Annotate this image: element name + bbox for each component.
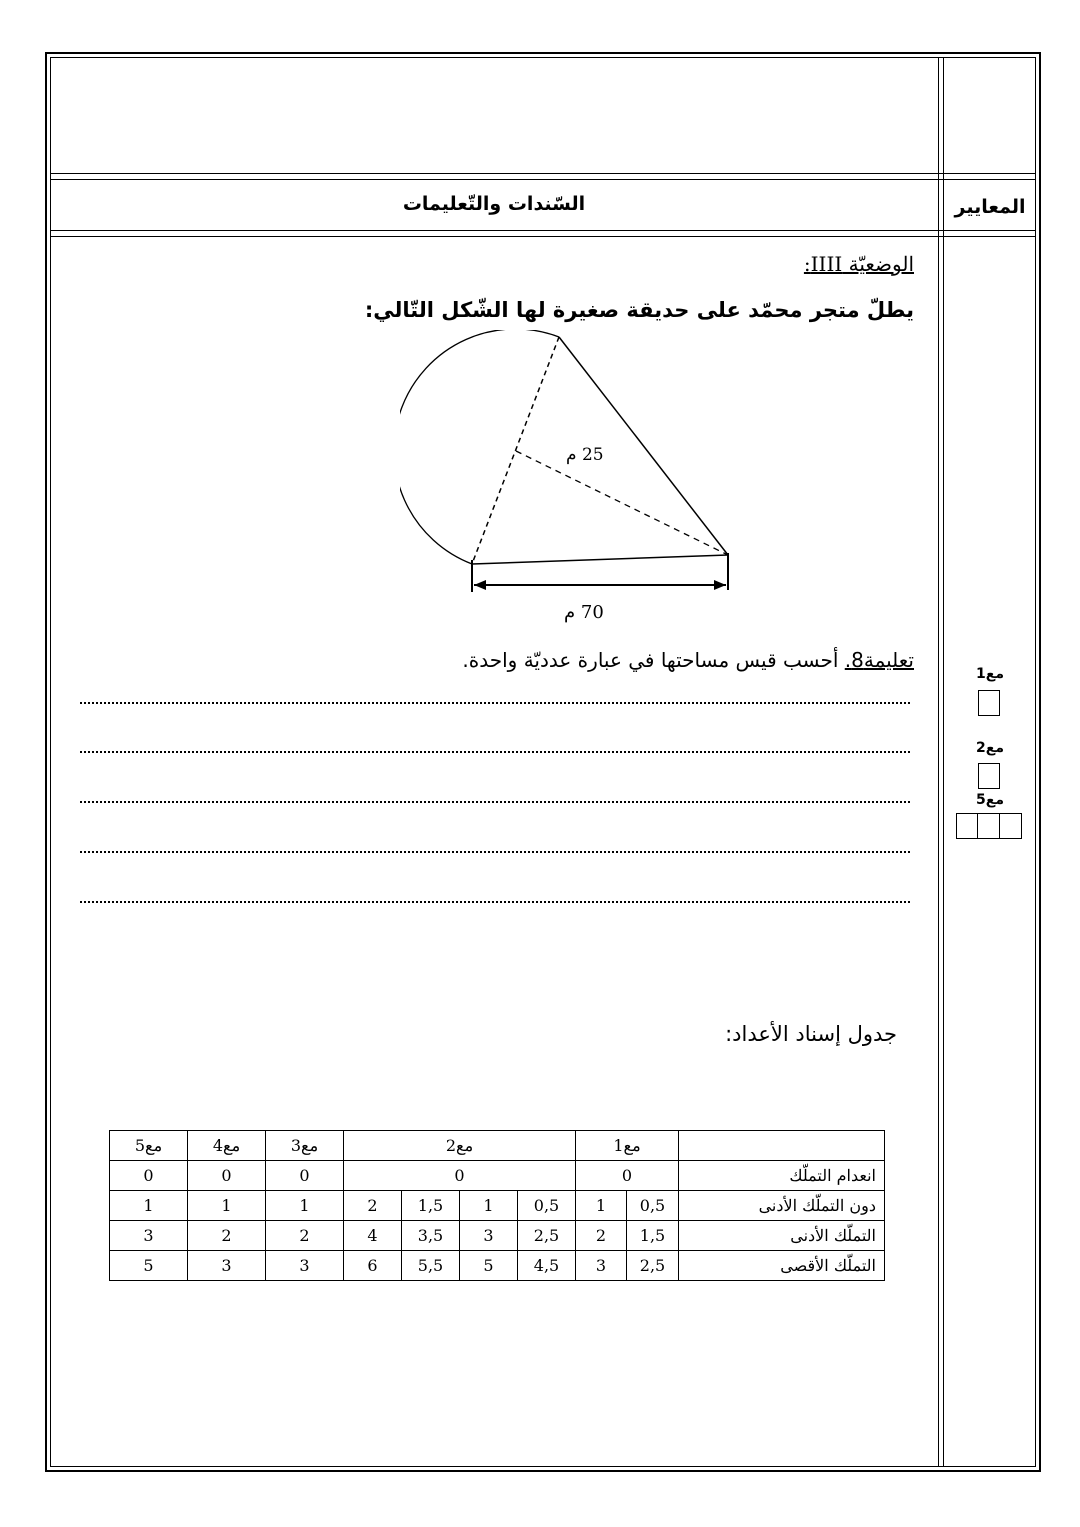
cell: 3 <box>188 1251 266 1281</box>
answer-line-1[interactable] <box>80 702 910 704</box>
answer-line-2[interactable] <box>80 751 910 753</box>
cell: 0 <box>188 1161 266 1191</box>
cell: 1,5 <box>402 1191 460 1221</box>
cell: 0,5 <box>627 1191 679 1221</box>
row-divider-1 <box>50 173 1036 174</box>
cell: 3 <box>266 1251 344 1281</box>
cell: 0 <box>266 1161 344 1191</box>
criterion-5-boxes <box>956 813 1022 839</box>
criterion-5-box-2[interactable] <box>978 813 1000 839</box>
dimension-arrow-left <box>474 580 486 590</box>
base-label: 70 م <box>564 602 604 623</box>
row-divider-2b <box>50 236 1036 237</box>
situation-title: الوضعيّة IIII: <box>803 252 914 276</box>
criterion-5-box-3[interactable] <box>1000 813 1022 839</box>
diameter-line <box>472 337 559 564</box>
cell: 2 <box>266 1221 344 1251</box>
row-label: التملّك الأقصى <box>679 1251 885 1281</box>
cell: 3 <box>460 1221 518 1251</box>
semicircle-arc <box>400 330 559 564</box>
cell: 1,5 <box>627 1221 679 1251</box>
cell: 0 <box>576 1161 679 1191</box>
criterion-5-box-1[interactable] <box>956 813 978 839</box>
cell: 0 <box>344 1161 576 1191</box>
cell: 2,5 <box>627 1251 679 1281</box>
cell: 2,5 <box>518 1221 576 1251</box>
row-label: دون التملّك الأدنى <box>679 1191 885 1221</box>
table-row <box>110 1161 885 1191</box>
cell: 3,5 <box>402 1221 460 1251</box>
column-divider <box>938 57 939 1467</box>
answer-line-3[interactable] <box>80 801 910 803</box>
table-row <box>110 1191 885 1221</box>
instruction <box>462 648 914 672</box>
radius-label: 25 م <box>566 445 604 465</box>
answer-line-4[interactable] <box>80 851 910 853</box>
cell: 4 <box>344 1221 402 1251</box>
criteria-header: المعايير <box>954 196 1026 218</box>
row-label: التملّك الأدنى <box>679 1221 885 1251</box>
instruction-label: تعليمة8. <box>844 648 914 672</box>
criterion-5-label: مع5 <box>976 792 1004 808</box>
radius-line <box>516 451 728 555</box>
cell: 1 <box>266 1191 344 1221</box>
instruction-text: أحسب قيس مساحتها في عبارة عدديّة واحدة. <box>462 648 839 672</box>
table-header-row <box>110 1131 885 1161</box>
grading-title: جدول إسناد الأعداد: <box>725 1022 897 1046</box>
row-divider-2 <box>50 230 1036 231</box>
answer-line-5[interactable] <box>80 901 910 903</box>
cell: 1 <box>188 1191 266 1221</box>
row-label: انعدام التملّك <box>679 1161 885 1191</box>
column-divider-2 <box>943 57 944 1467</box>
cell: 2 <box>188 1221 266 1251</box>
cell: 0,5 <box>518 1191 576 1221</box>
cell: 1 <box>576 1191 627 1221</box>
table-row <box>110 1221 885 1251</box>
grading-table <box>109 1130 885 1281</box>
criterion-2-label: مع2 <box>976 740 1004 756</box>
cell: 1 <box>110 1191 188 1221</box>
garden-figure <box>400 330 760 640</box>
criterion-2-box[interactable] <box>978 763 1000 789</box>
cell: 3 <box>576 1251 627 1281</box>
cell: 3 <box>110 1221 188 1251</box>
table-row <box>110 1251 885 1281</box>
row-divider-1b <box>50 179 1036 180</box>
cell: 5,5 <box>402 1251 460 1281</box>
dimension-arrow-right <box>714 580 726 590</box>
supports-header: السّندات والتّعليمات <box>402 193 586 215</box>
triangle-base <box>472 555 728 564</box>
cell: 4,5 <box>518 1251 576 1281</box>
criterion-1-label: مع1 <box>976 666 1004 682</box>
col-header-c5: مع5 <box>110 1131 188 1161</box>
cell: 1 <box>460 1191 518 1221</box>
col-header-empty <box>679 1131 885 1161</box>
cell: 6 <box>344 1251 402 1281</box>
col-header-c1: مع1 <box>576 1131 679 1161</box>
criterion-1-box[interactable] <box>978 690 1000 716</box>
col-header-c3: مع3 <box>266 1131 344 1161</box>
cell: 2 <box>576 1221 627 1251</box>
col-header-c2: مع2 <box>344 1131 576 1161</box>
situation-statement: يطلّ متجر محمّد على حديقة صغيرة لها الشّكل التّالي: <box>364 298 914 322</box>
cell: 0 <box>110 1161 188 1191</box>
cell: 2 <box>344 1191 402 1221</box>
col-header-c4: مع4 <box>188 1131 266 1161</box>
cell: 5 <box>110 1251 188 1281</box>
cell: 5 <box>460 1251 518 1281</box>
